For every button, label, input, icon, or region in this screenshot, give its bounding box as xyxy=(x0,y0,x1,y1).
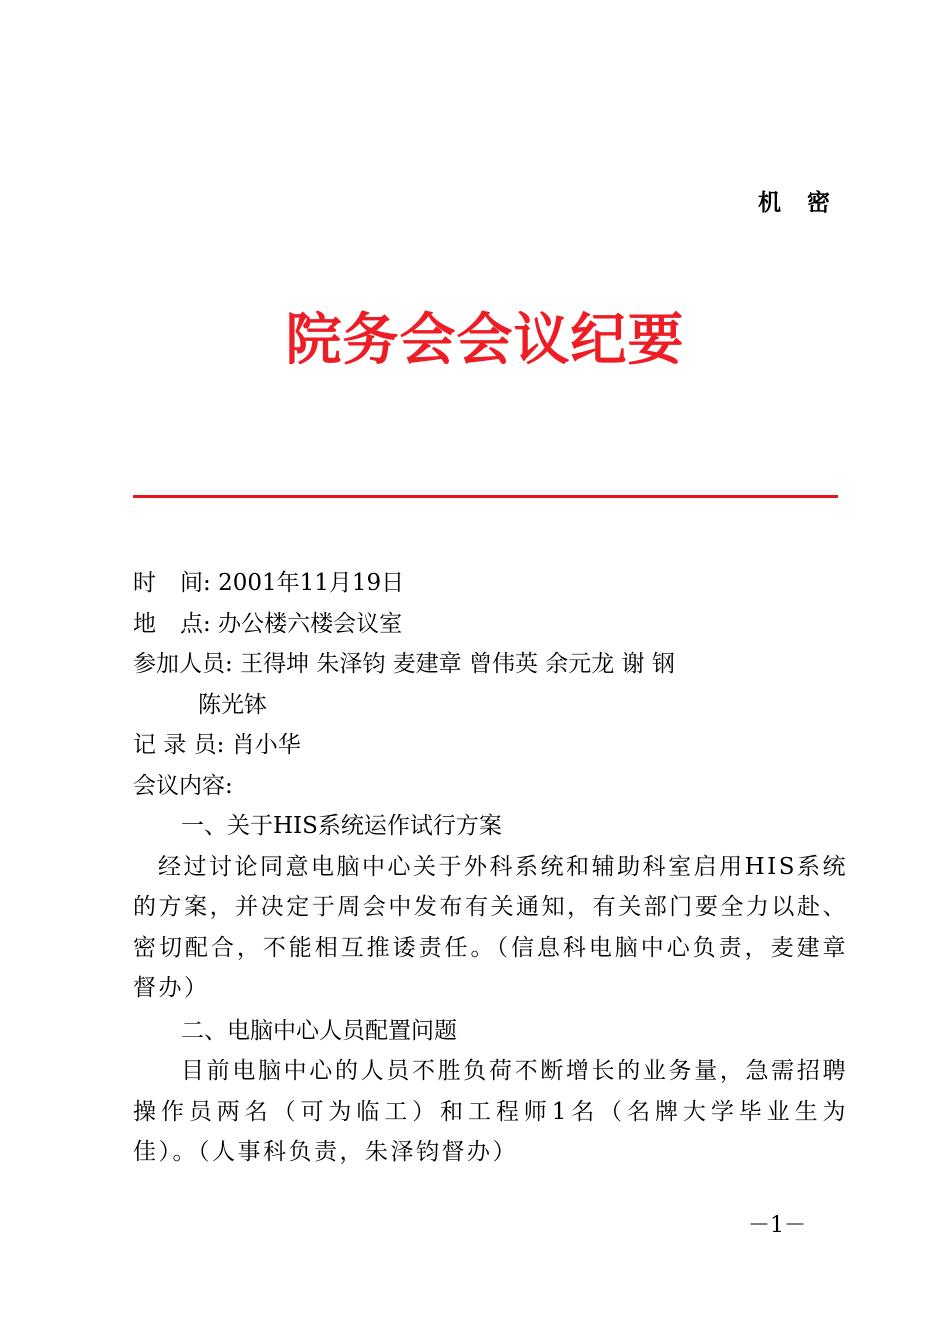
recorder-value: 肖小华 xyxy=(231,732,301,758)
time-colon: : xyxy=(203,570,211,596)
time-label-b: 间 xyxy=(180,570,203,596)
time-label-a: 时 xyxy=(133,570,156,596)
confidential-mark xyxy=(758,184,830,217)
section-2-heading: 二、电脑中心人员配置问题 xyxy=(181,1017,457,1044)
document-title: 院务会会议纪要 xyxy=(285,308,685,373)
place-colon: : xyxy=(203,610,211,637)
attendees-colon: : xyxy=(225,651,233,677)
place-label-b: 点 xyxy=(180,610,203,637)
meta-place xyxy=(133,604,848,645)
section-1-heading: 一、关于HIS系统运作试行方案 xyxy=(181,813,502,839)
section-1-body: 经过讨论同意电脑中心关于外科系统和辅助科室启用HIS系统的方案，并决定于周会中发布有关通知，有关部门要全力以赴、密切配合，不能相互推诿责任。（信息科电脑中心负责，麦建章督办） xyxy=(133,853,848,1001)
confidential-char-1: 机 xyxy=(758,190,781,216)
title-divider xyxy=(133,495,838,498)
section-2-body: 目前电脑中心的人员不胜负荷不断增长的业务量，急需招聘操作员两名（可为临工）和工程师1名（名牌大学毕业生为佳）。（人事科负责，朱泽钧督办） xyxy=(133,1058,848,1165)
meta-time xyxy=(133,563,848,604)
meeting-content-label: 会议内容: xyxy=(133,772,233,799)
attendees-line-2: 陈光钵 xyxy=(198,691,267,718)
page-number: －1－ xyxy=(748,1213,806,1238)
attendees-line-1: 王得坤 朱泽钧 麦建章 曾伟英 余元龙 谢 钢 xyxy=(240,651,675,677)
document-body xyxy=(133,563,848,1173)
time-value: 2001年11月19日 xyxy=(218,570,405,596)
attendees-label: 参加人员 xyxy=(133,651,225,677)
confidential-char-2: 密 xyxy=(807,190,830,216)
recorder-label: 记 录 员 xyxy=(133,732,217,758)
meta-recorder xyxy=(133,725,848,766)
meta-attendees xyxy=(133,644,848,685)
place-label-a: 地 xyxy=(133,610,156,637)
recorder-colon: : xyxy=(216,732,225,758)
place-value: 办公楼六楼会议室 xyxy=(218,610,403,637)
